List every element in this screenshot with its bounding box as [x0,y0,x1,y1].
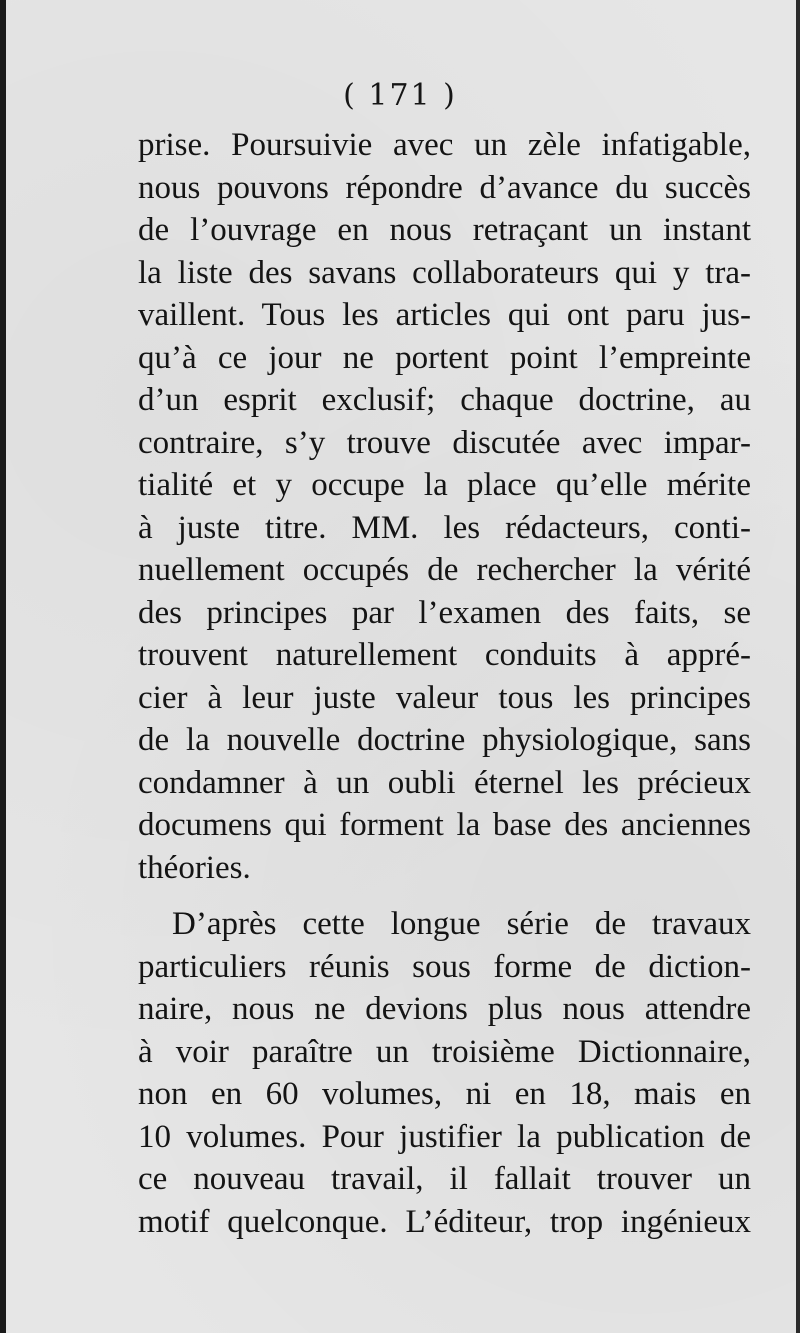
text-line: à voir paraître un troisième Dictionnaire, [138,1033,751,1070]
paragraph-1 [138,124,751,889]
text-line: de la nouvelle doctrine physiologique, sans [138,722,751,758]
text-line: nous pouvons répondre d’avance du succès [138,169,751,206]
text-line: ce nouveau travail, il fallait trouver un [138,1161,751,1197]
text-line: trouvent naturellement conduits à appré- [138,637,751,673]
text-line: qu’à ce jour ne portent point l’empreinte [138,339,751,376]
text-line: motif quelconque. L’éditeur, trop ingénieux [138,1203,751,1240]
page-number: ( 171 ) [343,78,457,113]
page-left-edge [0,0,6,1333]
text-line: prise. Poursuivie avec un zèle infatigable, [138,127,751,163]
text-line: des principes par l’examen des faits, se [138,594,751,631]
text-line: la liste des savans collaborateurs qui y tra- [138,254,751,291]
page-right-edge [796,0,800,1333]
text-line: cier à leur juste valeur tous les principes [138,679,751,716]
paragraph-gap [138,889,751,903]
text-line: nuellement occupés de rechercher la vérité [138,552,751,588]
text-line: tialité et y occupe la place qu’elle mérite [138,467,751,503]
text-line: à juste titre. MM. les rédacteurs, conti- [138,509,751,546]
text-line: condamner à un oubli éternel les précieux [138,764,751,801]
paragraph-2 [138,903,751,1243]
text-line: contraire, s’y trouve discutée avec impar- [138,424,751,461]
body-text [138,124,751,1243]
text-line: théories. [138,849,251,886]
text-line: naire, nous ne devions plus nous attendre [138,991,751,1027]
text-line: d’un esprit exclusif; chaque doctrine, au [138,382,751,418]
text-line: de l’ouvrage en nous retraçant un instant [138,212,751,248]
text-line: vaillent. Tous les articles qui ont paru jus- [138,297,751,333]
text-line: documens qui forment la base des anciennes [138,807,751,843]
text-line: non en 60 volumes, ni en 18, mais en [138,1076,751,1112]
text-line: D’après cette longue série de travaux [172,906,751,942]
text-line: 10 volumes. Pour justifier la publication de [138,1118,751,1155]
text-line: particuliers réunis sous forme de diction- [138,948,751,985]
